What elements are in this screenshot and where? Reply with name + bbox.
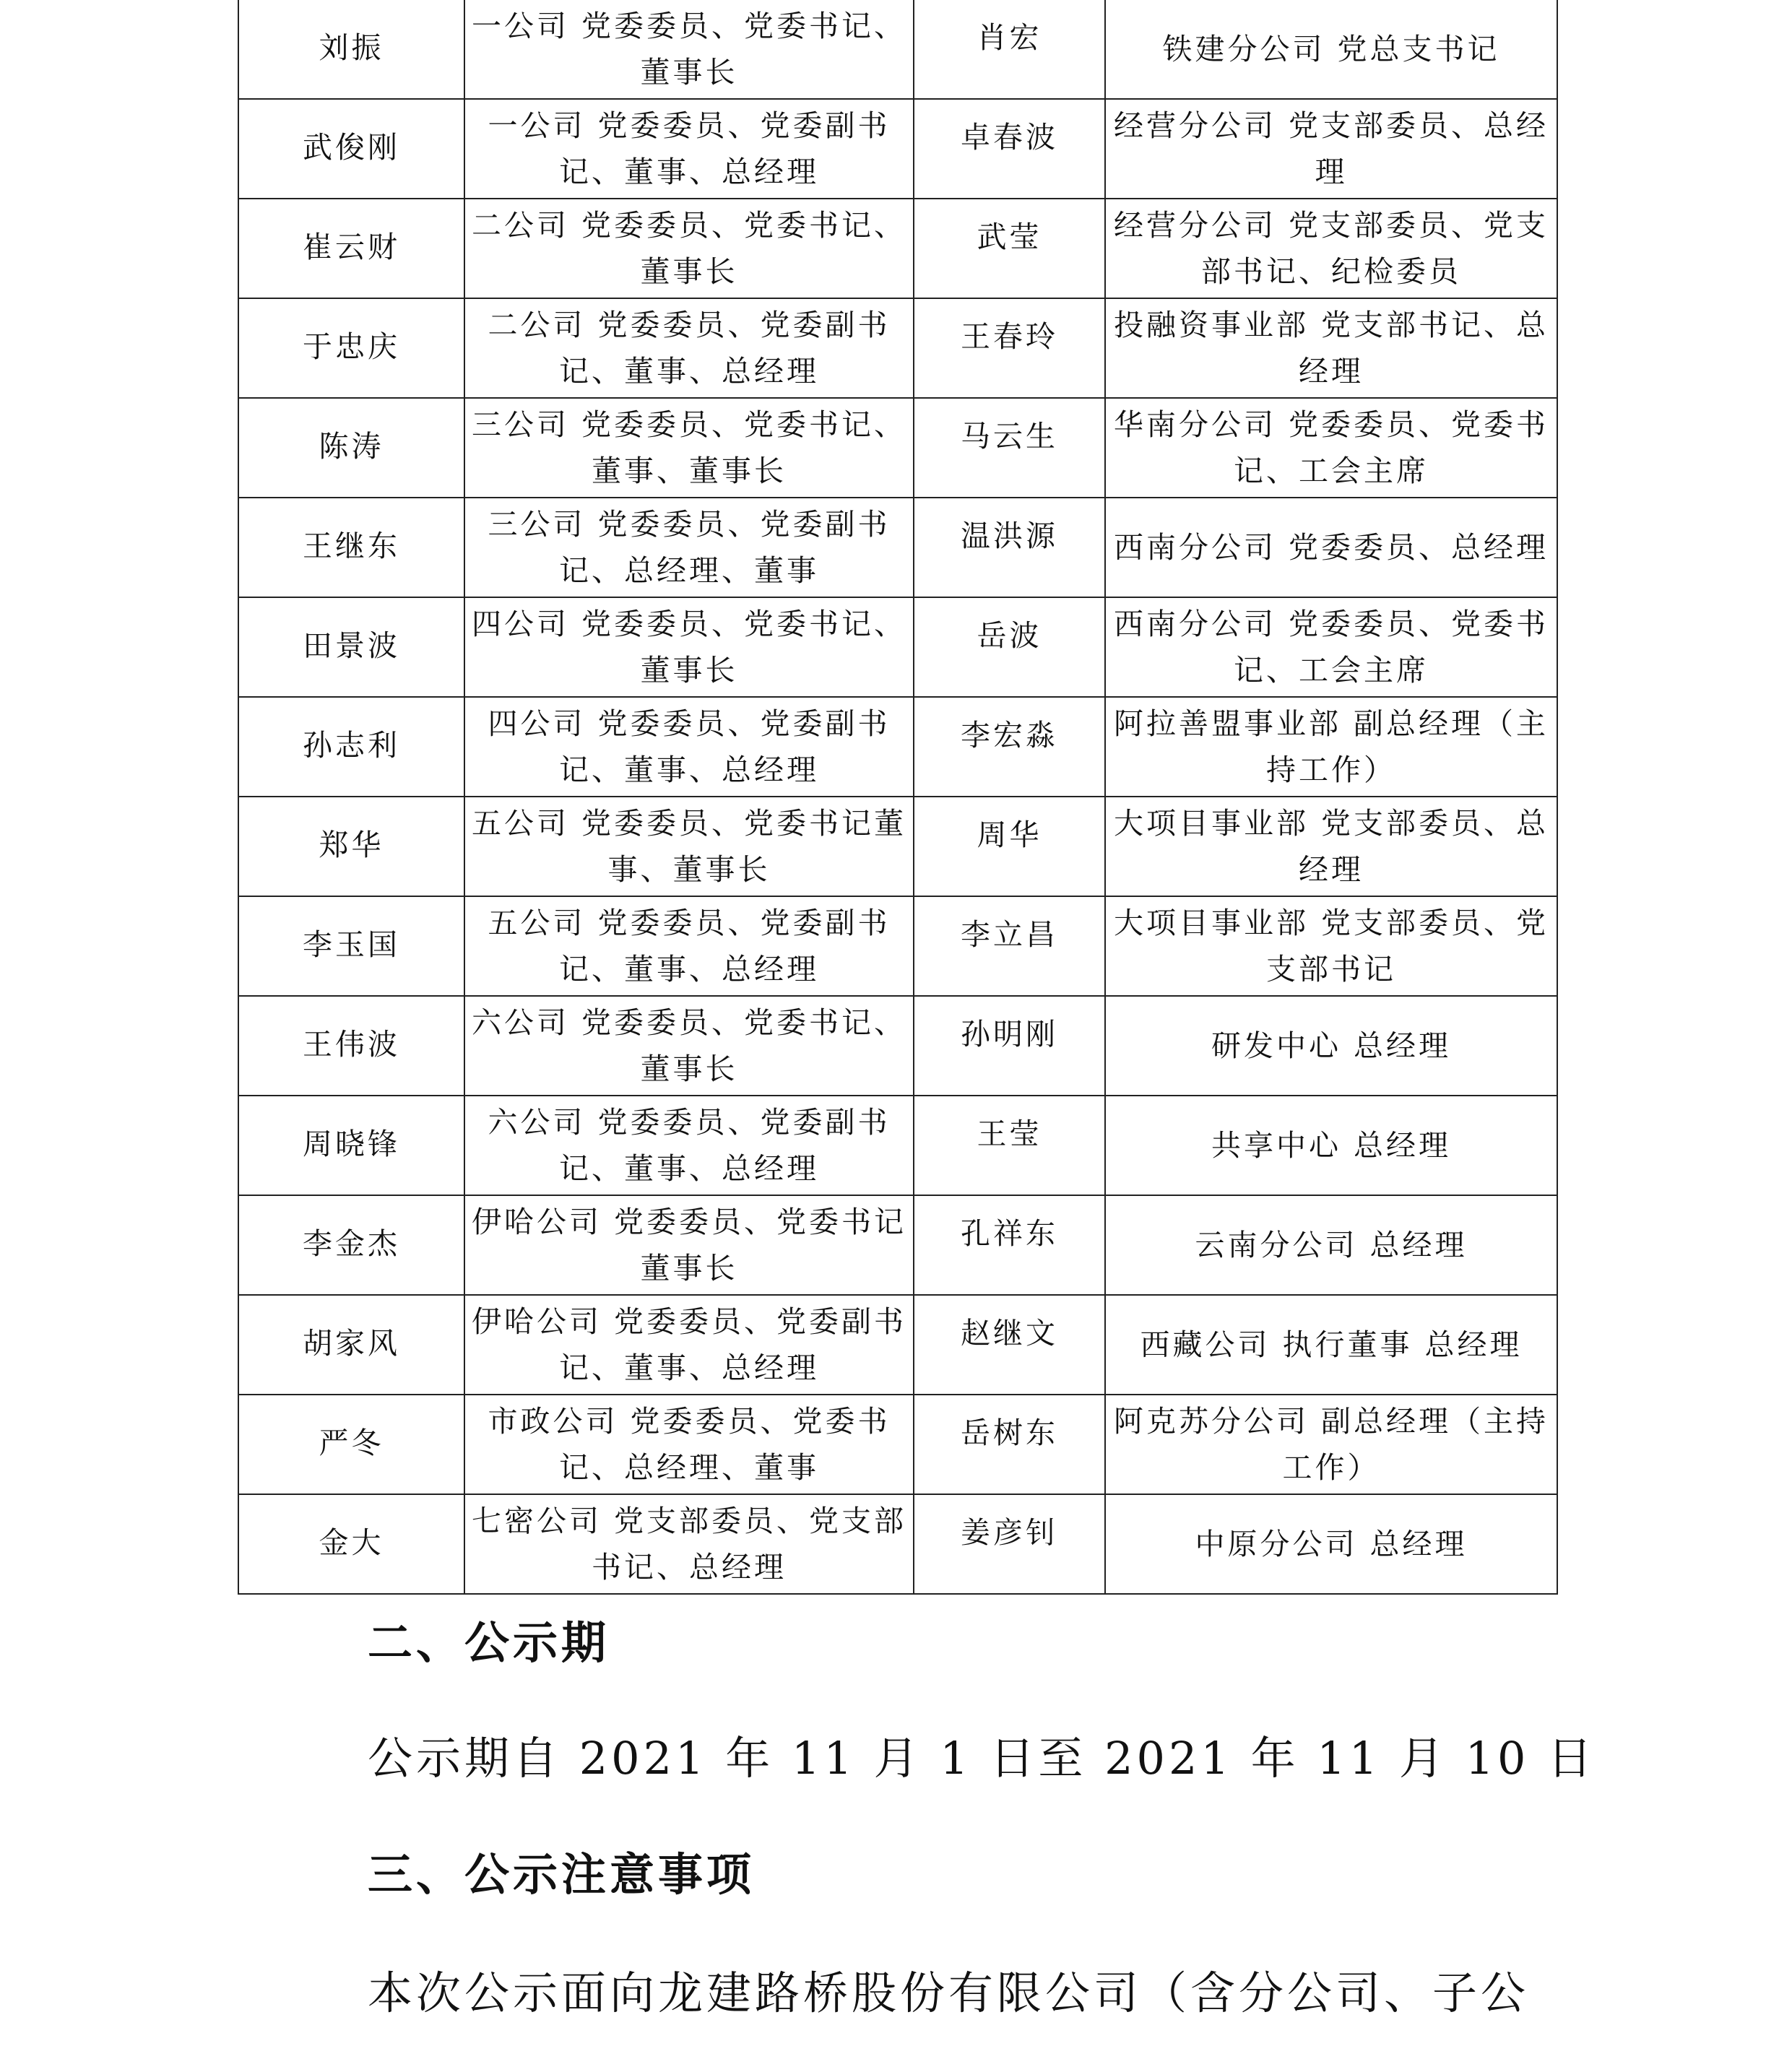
- name-cell: 孙明刚: [914, 996, 1105, 1096]
- name-cell: 陈涛: [238, 398, 464, 498]
- table-row: [238, 199, 1557, 298]
- position-cell: 六公司 党委委员、党委书记、董事长: [464, 996, 914, 1096]
- roster-table: [238, 0, 1558, 1595]
- position-cell: 五公司 党委委员、党委书记董事、董事长: [464, 797, 914, 896]
- position-cell: 一公司 党委委员、党委副书记、董事、总经理: [464, 99, 914, 199]
- name-cell: 温洪源: [914, 498, 1105, 597]
- name-cell: 姜彦钊: [914, 1494, 1105, 1594]
- position-cell: 西南分公司 党委委员、总经理: [1105, 498, 1557, 597]
- name-cell: 岳波: [914, 597, 1105, 697]
- name-cell: 金大: [238, 1494, 464, 1594]
- roster-body: [238, 0, 1557, 1594]
- table-row: [238, 1494, 1557, 1594]
- notes-text: 本次公示面向龙建路桥股份有限公司（含分公司、子公: [368, 1967, 1530, 2019]
- name-cell: 王伟波: [238, 996, 464, 1096]
- table-row: [238, 996, 1557, 1096]
- name-cell: 周晓锋: [238, 1096, 464, 1195]
- table-row: [238, 597, 1557, 697]
- name-cell: 赵继文: [914, 1295, 1105, 1395]
- table-row: [238, 896, 1557, 996]
- position-cell: 二公司 党委委员、党委副书记、董事、总经理: [464, 298, 914, 398]
- position-cell: 二公司 党委委员、党委书记、董事长: [464, 199, 914, 298]
- name-cell: 岳树东: [914, 1395, 1105, 1494]
- position-cell: 西南分公司 党委委员、党委书记、工会主席: [1105, 597, 1557, 697]
- name-cell: 李宏淼: [914, 697, 1105, 797]
- position-cell: 经营分公司 党支部委员、总经理: [1105, 99, 1557, 199]
- position-cell: 伊哈公司 党委委员、党委副书记、董事、总经理: [464, 1295, 914, 1395]
- position-cell: 四公司 党委委员、党委副书记、董事、总经理: [464, 697, 914, 797]
- publicity-period-text: 公示期自 2021 年 11 月 1 日至 2021 年 11 月 10 日: [368, 1732, 1596, 1785]
- name-cell: 李立昌: [914, 896, 1105, 996]
- section-heading-publicity-period: 二、公示期: [368, 1616, 610, 1669]
- table-row: [238, 398, 1557, 498]
- position-cell: 铁建分公司 党总支书记: [1105, 0, 1557, 99]
- table-row: [238, 0, 1557, 99]
- position-cell: 大项目事业部 党支部委员、党支部书记: [1105, 896, 1557, 996]
- position-cell: 共享中心 总经理: [1105, 1096, 1557, 1195]
- name-cell: 郑华: [238, 797, 464, 896]
- position-cell: 经营分公司 党支部委员、党支部书记、纪检委员: [1105, 199, 1557, 298]
- table-row: [238, 298, 1557, 398]
- position-cell: 三公司 党委委员、党委副书记、总经理、董事: [464, 498, 914, 597]
- position-cell: 一公司 党委委员、党委书记、董事长: [464, 0, 914, 99]
- table-row: [238, 99, 1557, 199]
- position-cell: 市政公司 党委委员、党委书记、总经理、董事: [464, 1395, 914, 1494]
- table-row: [238, 1295, 1557, 1395]
- position-cell: 华南分公司 党委委员、党委书记、工会主席: [1105, 398, 1557, 498]
- name-cell: 李金杰: [238, 1195, 464, 1295]
- table-row: [238, 498, 1557, 597]
- name-cell: 李玉国: [238, 896, 464, 996]
- position-cell: 研发中心 总经理: [1105, 996, 1557, 1096]
- name-cell: 刘振: [238, 0, 464, 99]
- name-cell: 马云生: [914, 398, 1105, 498]
- name-cell: 武俊刚: [238, 99, 464, 199]
- position-cell: 五公司 党委委员、党委副书记、董事、总经理: [464, 896, 914, 996]
- name-cell: 崔云财: [238, 199, 464, 298]
- name-cell: 严冬: [238, 1395, 464, 1494]
- position-cell: 中原分公司 总经理: [1105, 1494, 1557, 1594]
- name-cell: 胡家风: [238, 1295, 464, 1395]
- position-cell: 四公司 党委委员、党委书记、董事长: [464, 597, 914, 697]
- position-cell: 三公司 党委委员、党委书记、董事、董事长: [464, 398, 914, 498]
- position-cell: 西藏公司 执行董事 总经理: [1105, 1295, 1557, 1395]
- position-cell: 六公司 党委委员、党委副书记、董事、总经理: [464, 1096, 914, 1195]
- name-cell: 孙志利: [238, 697, 464, 797]
- position-cell: 投融资事业部 党支部书记、总经理: [1105, 298, 1557, 398]
- table-row: [238, 1195, 1557, 1295]
- table-row: [238, 1096, 1557, 1195]
- name-cell: 王莹: [914, 1096, 1105, 1195]
- name-cell: 武莹: [914, 199, 1105, 298]
- name-cell: 肖宏: [914, 0, 1105, 99]
- table-row: [238, 1395, 1557, 1494]
- position-cell: 阿克苏分公司 副总经理（主持工作）: [1105, 1395, 1557, 1494]
- table-row: [238, 797, 1557, 896]
- position-cell: 大项目事业部 党支部委员、总经理: [1105, 797, 1557, 896]
- position-cell: 七密公司 党支部委员、党支部书记、总经理: [464, 1494, 914, 1594]
- position-cell: 云南分公司 总经理: [1105, 1195, 1557, 1295]
- section-heading-notes: 三、公示注意事项: [368, 1848, 756, 1901]
- position-cell: 伊哈公司 党委委员、党委书记董事长: [464, 1195, 914, 1295]
- name-cell: 周华: [914, 797, 1105, 896]
- name-cell: 王春玲: [914, 298, 1105, 398]
- name-cell: 于忠庆: [238, 298, 464, 398]
- position-cell: 阿拉善盟事业部 副总经理（主持工作）: [1105, 697, 1557, 797]
- name-cell: 孔祥东: [914, 1195, 1105, 1295]
- table-row: [238, 697, 1557, 797]
- name-cell: 卓春波: [914, 99, 1105, 199]
- name-cell: 王继东: [238, 498, 464, 597]
- name-cell: 田景波: [238, 597, 464, 697]
